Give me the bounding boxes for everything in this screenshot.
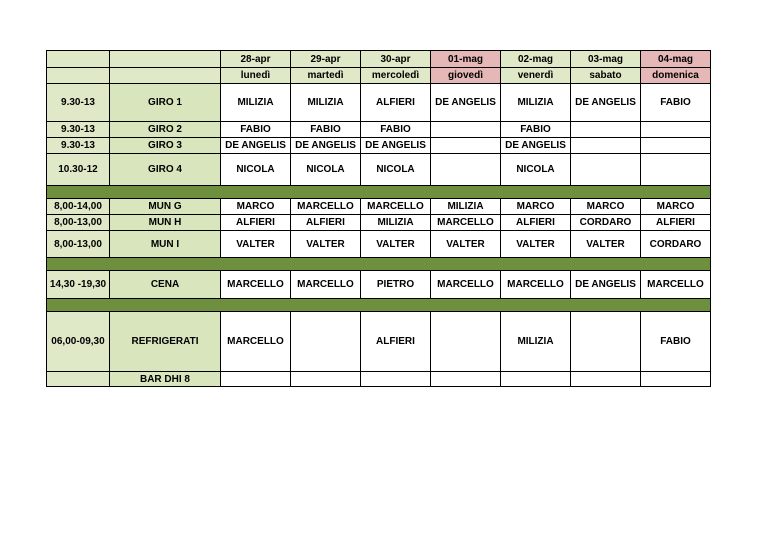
shift-row [47,231,711,258]
assignment-cell: FABIO [361,122,431,138]
shift-name-cell: MUN G [110,199,221,215]
shift-name-cell: CENA [110,271,221,299]
shift-name-cell: BAR DHI 8 [110,372,221,387]
time-cell [47,372,110,387]
assignment-cell [641,138,711,154]
header-days-row [47,68,711,84]
assignment-cell: FABIO [221,122,291,138]
shift-name-cell: REFRIGERATI [110,312,221,372]
assignment-cell: VALTER [291,231,361,258]
assignment-cell: DE ANGELIS [571,271,641,299]
assignment-cell: MARCELLO [291,199,361,215]
assignment-cell: NICOLA [501,154,571,186]
assignment-cell: MILIZIA [361,215,431,231]
assignment-cell: VALTER [221,231,291,258]
assignment-cell: DE ANGELIS [291,138,361,154]
assignment-cell [571,312,641,372]
assignment-cell [431,312,501,372]
assignment-cell: VALTER [571,231,641,258]
separator-bar [47,186,711,199]
time-cell: 9.30-13 [47,138,110,154]
shift-name-cell: GIRO 3 [110,138,221,154]
assignment-cell: MILIZIA [501,312,571,372]
time-cell: 8,00-13,00 [47,231,110,258]
assignment-cell: MARCO [571,199,641,215]
day-cell: venerdì [501,68,571,84]
date-cell-holiday: 04-mag [641,51,711,68]
assignment-cell: ALFIERI [361,84,431,122]
day-cell: lunedì [221,68,291,84]
assignment-cell: MILIZIA [501,84,571,122]
day-cell: mercoledì [361,68,431,84]
assignment-cell [571,138,641,154]
assignment-cell: NICOLA [291,154,361,186]
assignment-cell: DE ANGELIS [361,138,431,154]
date-cell: 03-mag [571,51,641,68]
time-cell: 14,30 -19,30 [47,271,110,299]
shift-row [47,271,711,299]
time-cell: 9.30-13 [47,84,110,122]
day-cell-holiday: domenica [641,68,711,84]
shift-name-cell: MUN I [110,231,221,258]
assignment-cell: VALTER [431,231,501,258]
assignment-cell [571,372,641,387]
shift-name-cell: GIRO 1 [110,84,221,122]
header-empty-cell [110,51,221,68]
header-dates-row [47,51,711,68]
shift-row [47,138,711,154]
time-cell: 10.30-12 [47,154,110,186]
assignment-cell: FABIO [641,84,711,122]
assignment-cell: MILIZIA [221,84,291,122]
assignment-cell: MARCELLO [641,271,711,299]
assignment-cell [571,154,641,186]
day-cell-holiday: giovedì [431,68,501,84]
time-cell: 8,00-14,00 [47,199,110,215]
assignment-cell: MARCO [641,199,711,215]
assignment-cell [641,372,711,387]
assignment-cell: MARCELLO [361,199,431,215]
assignment-cell: MARCELLO [501,271,571,299]
shift-name-cell: GIRO 4 [110,154,221,186]
assignment-cell: CORDARO [641,231,711,258]
assignment-cell [431,372,501,387]
assignment-cell: ALFIERI [221,215,291,231]
assignment-cell [361,372,431,387]
assignment-cell [291,372,361,387]
assignment-cell: FABIO [641,312,711,372]
time-cell: 8,00-13,00 [47,215,110,231]
assignment-cell [641,122,711,138]
assignment-cell: NICOLA [221,154,291,186]
assignment-cell: MARCELLO [431,271,501,299]
date-cell: 02-mag [501,51,571,68]
shift-name-cell: GIRO 2 [110,122,221,138]
assignment-cell: PIETRO [361,271,431,299]
schedule-table [46,50,711,387]
assignment-cell [571,122,641,138]
assignment-cell [641,154,711,186]
assignment-cell: VALTER [361,231,431,258]
separator-bar [47,299,711,312]
date-cell: 30-apr [361,51,431,68]
shift-row [47,372,711,387]
assignment-cell [431,154,501,186]
time-cell: 9.30-13 [47,122,110,138]
group-separator [47,299,711,312]
group-separator [47,258,711,271]
separator-bar [47,258,711,271]
header-empty-cell [47,51,110,68]
shift-name-cell: MUN H [110,215,221,231]
assignment-cell: MARCO [501,199,571,215]
shift-row [47,199,711,215]
assignment-cell [501,372,571,387]
date-cell-holiday: 01-mag [431,51,501,68]
assignment-cell: CORDARO [571,215,641,231]
assignment-cell: FABIO [501,122,571,138]
shift-row [47,154,711,186]
assignment-cell: DE ANGELIS [431,84,501,122]
group-separator [47,186,711,199]
assignment-cell: ALFIERI [641,215,711,231]
date-cell: 29-apr [291,51,361,68]
assignment-cell: MARCELLO [221,271,291,299]
time-cell: 06,00-09,30 [47,312,110,372]
assignment-cell: FABIO [291,122,361,138]
assignment-cell [221,372,291,387]
assignment-cell: ALFIERI [361,312,431,372]
assignment-cell [431,138,501,154]
assignment-cell: DE ANGELIS [501,138,571,154]
shift-row [47,84,711,122]
date-cell: 28-apr [221,51,291,68]
assignment-cell: MARCELLO [221,312,291,372]
header-empty-cell [110,68,221,84]
assignment-cell: MILIZIA [291,84,361,122]
assignment-cell: MILIZIA [431,199,501,215]
day-cell: sabato [571,68,641,84]
assignment-cell: DE ANGELIS [571,84,641,122]
shift-row [47,215,711,231]
assignment-cell: VALTER [501,231,571,258]
assignment-cell: ALFIERI [501,215,571,231]
header-empty-cell [47,68,110,84]
assignment-cell: NICOLA [361,154,431,186]
assignment-cell: DE ANGELIS [221,138,291,154]
shift-row [47,312,711,372]
assignment-cell: MARCO [221,199,291,215]
assignment-cell [291,312,361,372]
assignment-cell: ALFIERI [291,215,361,231]
assignment-cell: MARCELLO [291,271,361,299]
assignment-cell [431,122,501,138]
shift-row [47,122,711,138]
assignment-cell: MARCELLO [431,215,501,231]
day-cell: martedì [291,68,361,84]
